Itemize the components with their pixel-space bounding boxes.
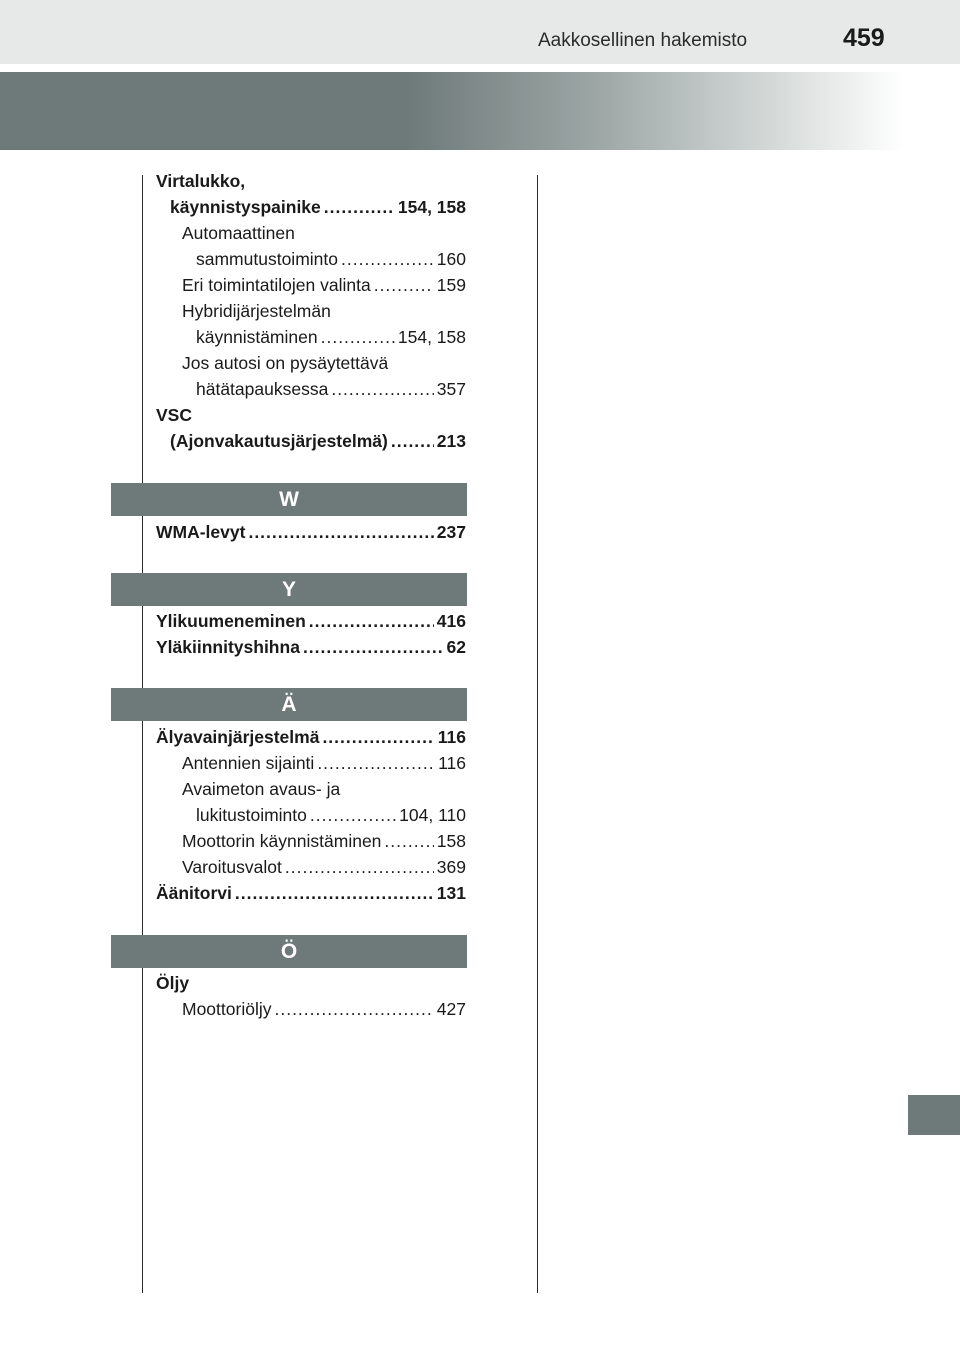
entry-page: 104, 110 [399, 805, 466, 825]
dot-leader [331, 376, 433, 402]
index-entry-oljy [156, 970, 189, 996]
entry-page: 158 [436, 831, 466, 851]
entry-page: 131 [436, 883, 466, 903]
entry-term: Jos autosi on pysäytettävä [182, 353, 389, 373]
entry-page: 427 [436, 999, 466, 1019]
index-entry-vsc [156, 402, 192, 428]
entry-page: 357 [436, 379, 466, 399]
index-entry-eri [182, 272, 466, 298]
index-entry-automaattinen [182, 220, 295, 246]
entry-page: 160 [436, 249, 466, 269]
entry-term: Varoitusvalot [182, 857, 282, 877]
index-entry-avaimeton-cont [196, 802, 466, 828]
entry-page: 154, 158 [397, 327, 466, 347]
index-entry-automaattinen-cont [196, 246, 466, 272]
index-entry-ylikuumeneminen [156, 608, 466, 634]
entry-term: Ylikuumeneminen [156, 611, 306, 631]
entry-term: WMA-levyt [156, 522, 246, 542]
header-bar [0, 0, 960, 64]
thumb-index-tab [908, 1095, 960, 1135]
dot-leader [391, 428, 434, 454]
index-entry-moottorioljy [182, 996, 466, 1022]
entry-page: 116 [438, 753, 466, 773]
decorative-band [0, 72, 904, 150]
entry-page: 213 [436, 431, 466, 451]
column-divider-left [142, 175, 143, 1293]
entry-page: 237 [436, 522, 466, 542]
dot-leader [341, 246, 434, 272]
entry-term: käynnistäminen [196, 327, 318, 347]
dot-leader [285, 854, 434, 880]
section-header-a-umlaut: Ä [111, 688, 467, 721]
dot-leader [235, 880, 434, 906]
section-header-o-umlaut: Ö [111, 935, 467, 968]
entry-term: hätätapauksessa [196, 379, 329, 399]
entry-page: 159 [436, 275, 466, 295]
index-entry-virtalukko [156, 168, 245, 194]
entry-term: Virtalukko, [156, 171, 246, 191]
entry-term: Älyavainjärjestelmä [156, 727, 320, 747]
index-entry-jos [182, 350, 388, 376]
entry-term: sammutustoiminto [196, 249, 338, 269]
index-entry-hybridi [182, 298, 331, 324]
entry-term: Avaimeton avaus- ja [182, 779, 341, 799]
index-entry-ylakiinnityshihna [156, 634, 466, 660]
entry-term: VSC [156, 405, 192, 425]
dot-leader [322, 724, 434, 750]
entry-page: 116 [437, 727, 466, 747]
section-header-y: Y [111, 573, 467, 606]
index-entry-vsc-cont [170, 428, 466, 454]
dot-leader [310, 802, 396, 828]
page-number: 459 [843, 24, 885, 52]
entry-term: Automaattinen [182, 223, 295, 243]
entry-term: Antennien sijainti [182, 753, 315, 773]
dot-leader [274, 996, 433, 1022]
index-entry-avaimeton [182, 776, 340, 802]
index-entry-moottorin [182, 828, 466, 854]
index-entry-hybridi-cont [196, 324, 466, 350]
entry-term: (Ajonvakautusjärjestelmä) [170, 431, 388, 451]
dot-leader [321, 324, 395, 350]
index-entry-virtalukko-cont [170, 194, 466, 220]
index-entry-jos-cont [196, 376, 466, 402]
index-entry-aanitorvi [156, 880, 466, 906]
dot-leader [248, 519, 433, 545]
dot-leader [324, 194, 395, 220]
entry-page: 416 [436, 611, 466, 631]
entry-term: Äänitorvi [156, 883, 232, 903]
entry-term: Moottoriöljy [182, 999, 272, 1019]
entry-term: Hybridijärjestelmän [182, 301, 331, 321]
index-entry-antennien [182, 750, 466, 776]
entry-page: 154, 158 [397, 197, 466, 217]
entry-term: Eri toimintatilojen valinta [182, 275, 371, 295]
entry-term: Yläkiinnityshihna [156, 637, 300, 657]
entry-term: lukitustoiminto [196, 805, 307, 825]
entry-term: käynnistyspainike [170, 197, 321, 217]
section-title: Aakkosellinen hakemisto [538, 30, 748, 51]
index-entry-varoitusvalot [182, 854, 466, 880]
dot-leader [317, 750, 435, 776]
entry-page: 369 [436, 857, 466, 877]
dot-leader [384, 828, 433, 854]
dot-leader [374, 272, 434, 298]
index-entry-wma [156, 519, 466, 545]
entry-term: Moottorin käynnistäminen [182, 831, 382, 851]
entry-term: Öljy [156, 973, 190, 993]
entry-page: 62 [446, 637, 466, 657]
dot-leader [309, 608, 434, 634]
column-divider-right [537, 175, 538, 1293]
section-header-w: W [111, 483, 467, 516]
index-entry-alyavainjarjestelma [156, 724, 466, 750]
dot-leader [303, 634, 444, 660]
